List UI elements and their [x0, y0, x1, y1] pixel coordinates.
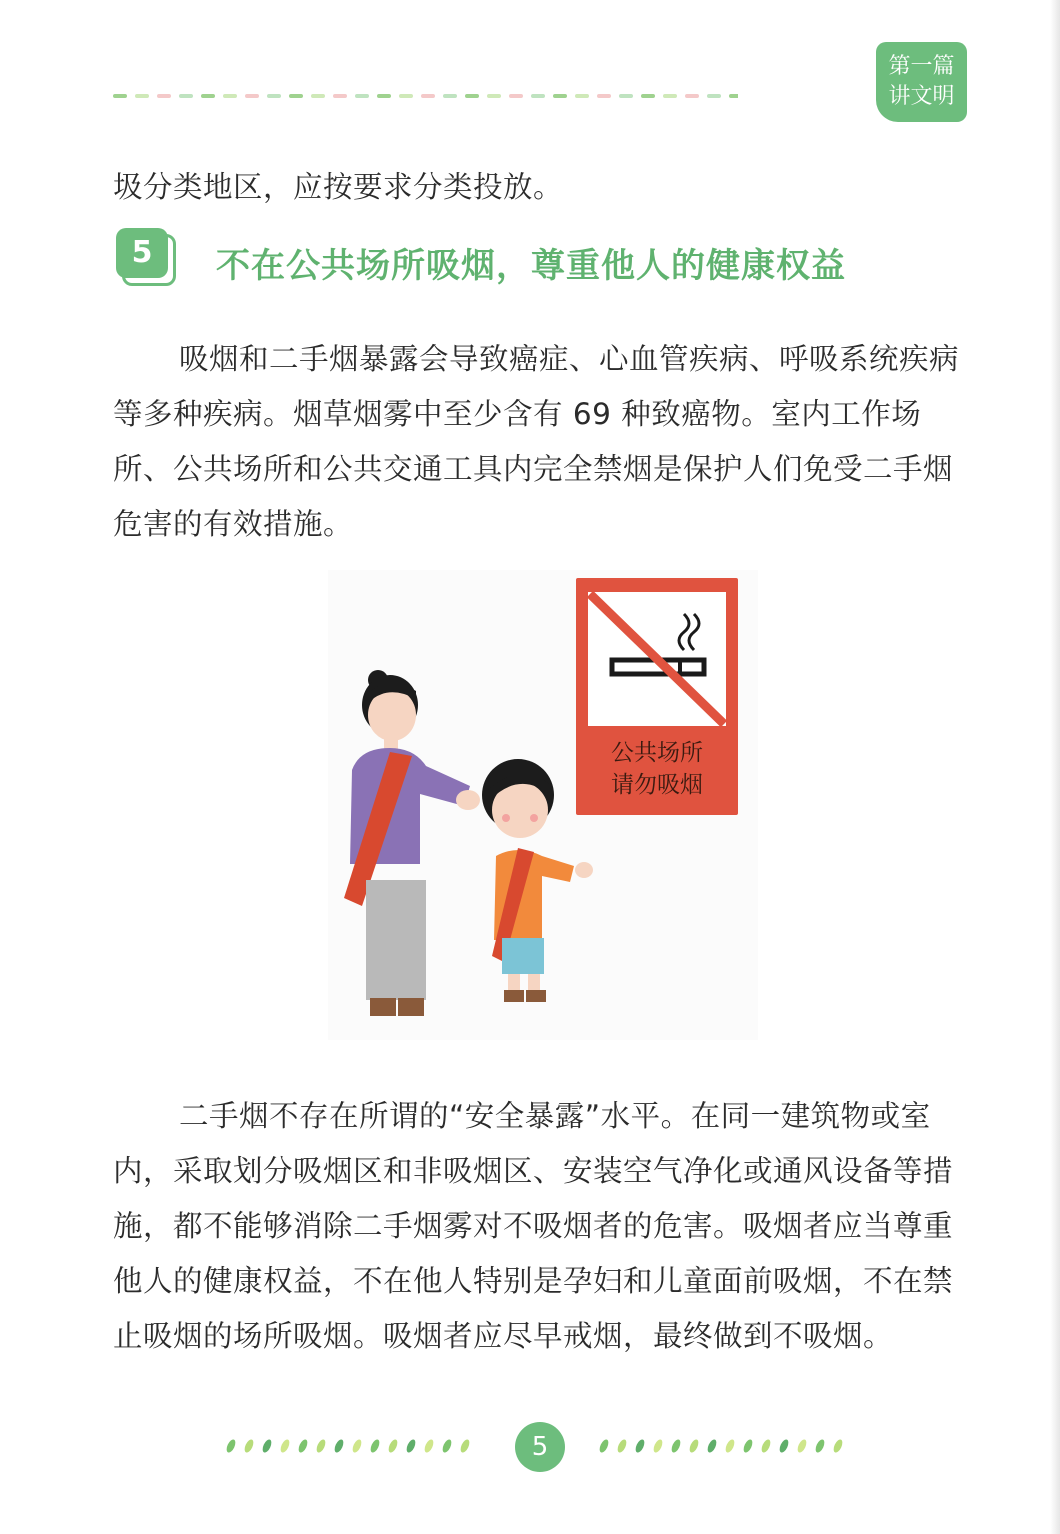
header-dashed-line [113, 92, 738, 100]
chapter-tab[interactable] [876, 42, 967, 122]
paragraph-2: 二手烟不存在所谓的“安全暴露”水平。在同一建筑物或室内，采取划分吸烟区和非吸烟区、安装空气净化或通风设备等措施，都不能够消除二手烟雾对不吸烟者的危害。吸烟者应当尊重他人的健康权益，不在他人特别是孕妇和儿童面前吸烟，不在禁止吸烟的场所吸烟。吸烟者应尽早戒烟，最终做到不吸烟。 [113, 1099, 954, 1353]
no-smoking-illustration [328, 570, 758, 1040]
chapter-tab-line1: 第一篇 [888, 54, 955, 79]
section-number: 5 [116, 228, 168, 278]
paragraph-1: 吸烟和二手烟暴露会导致癌症、心血管疾病、呼吸系统疾病等多种疾病。烟草烟雾中至少含有 69 种致癌物。室内工作场所、公共场所和公共交通工具内完全禁烟是保护人们免受二手烟危害的有效措施。 [113, 342, 960, 541]
footer-leaves-left [225, 1434, 480, 1458]
page-number: 5 [515, 1422, 565, 1472]
no-smoking-sign [576, 578, 738, 815]
section-number-badge [116, 228, 176, 286]
continued-text: 圾分类地区，应按要求分类投放。 [113, 170, 564, 204]
sign-text-line2: 请勿吸烟 [611, 772, 703, 798]
footer-leaves-right [598, 1434, 853, 1458]
chapter-tab-line2: 讲文明 [888, 84, 955, 109]
page-edge [1050, 0, 1060, 1534]
section-title: 不在公共场所吸烟，尊重他人的健康权益 [216, 246, 846, 286]
sign-text-line1: 公共场所 [611, 740, 703, 766]
